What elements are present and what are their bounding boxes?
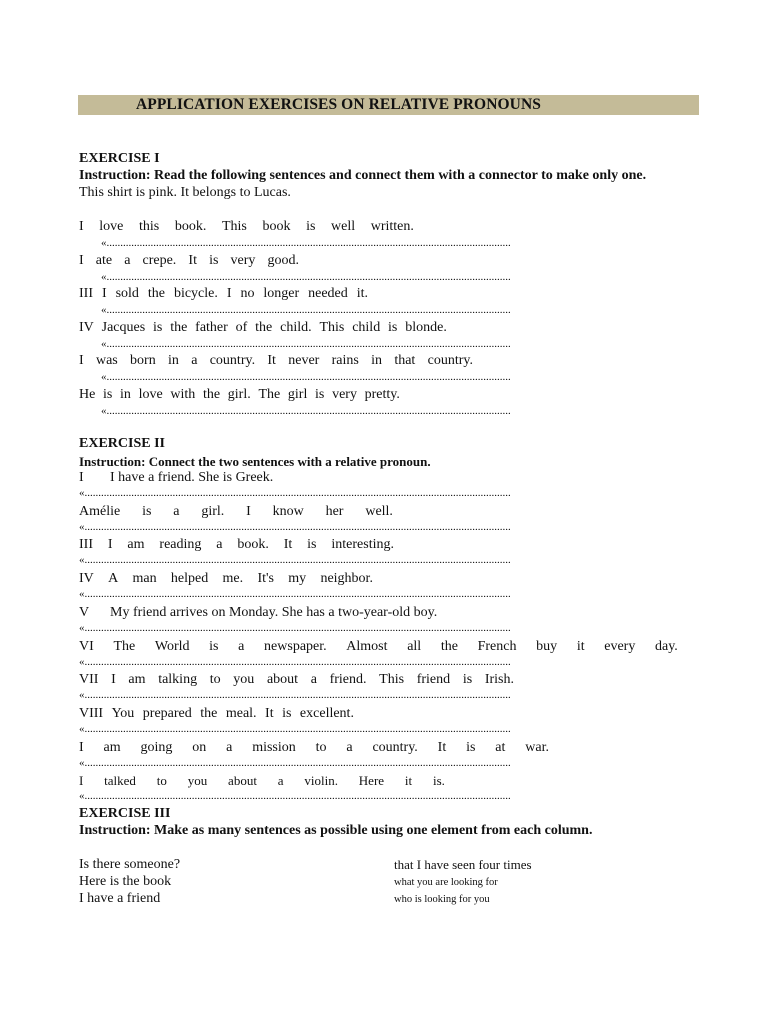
word: it [404, 773, 413, 789]
ex2-answer-line-8[interactable]: «........................................................................................................................................................... [79, 756, 511, 769]
word: all [407, 638, 422, 654]
word: It [267, 353, 276, 369]
ex2-answer-line-0[interactable]: «........................................................................................................................................................... [79, 487, 511, 499]
word: good. [267, 252, 299, 268]
word: a [277, 773, 284, 789]
item-number: V [79, 604, 90, 620]
word: the [203, 387, 221, 402]
word: book. [174, 219, 207, 234]
word: mission [252, 739, 296, 755]
word: neighbor. [320, 571, 373, 587]
word: father [195, 319, 228, 335]
ex2-answer-line-9[interactable]: «........................................................................................................................................................... [79, 790, 511, 803]
word: I [111, 672, 116, 688]
word: a [216, 537, 223, 553]
ex2-sentence-0 [79, 469, 273, 486]
word: am [127, 537, 145, 553]
word: is [306, 219, 316, 234]
word: child [352, 319, 381, 335]
word: book. [237, 537, 269, 553]
word: going [140, 739, 173, 755]
ex2-answer-line-4[interactable]: «........................................................................................................................................................... [79, 621, 511, 634]
word: VIII [79, 705, 104, 721]
word: rains [331, 353, 359, 369]
word: a [346, 739, 353, 755]
word: interesting. [331, 537, 394, 553]
word: a [238, 638, 245, 654]
ex1-answer-line-2[interactable]: «................................................................................................................................................... [101, 304, 511, 317]
item-number: I [79, 470, 84, 485]
word: pretty. [364, 387, 400, 402]
ex3-right-1: what you are looking for [394, 877, 498, 888]
word: is [466, 739, 476, 755]
word: love [99, 219, 124, 234]
word: is [388, 319, 398, 335]
word: with [170, 387, 196, 402]
word: talking [158, 672, 198, 688]
word: Almost [346, 638, 388, 654]
ex1-heading: EXERCISE I [79, 151, 160, 166]
word: know [272, 503, 304, 519]
ex2-sentence-6 [79, 671, 514, 688]
word: a [173, 503, 180, 519]
word: war. [525, 739, 549, 755]
word: You [111, 705, 135, 721]
ex3-left-0: Is there someone? [79, 857, 181, 872]
word: This [221, 219, 247, 234]
word: girl. [227, 387, 251, 402]
ex3-heading: EXERCISE III [79, 806, 171, 821]
word: born [130, 353, 156, 369]
word: in [120, 387, 131, 402]
word: the [440, 638, 458, 654]
word: It [283, 537, 293, 553]
ex3-right-2: who is looking for you [394, 894, 490, 905]
word: reading [159, 537, 202, 553]
word: on [192, 739, 207, 755]
item-text: I have a friend. She is Greek. [110, 470, 274, 485]
word: IV [79, 319, 94, 335]
word: to [315, 739, 327, 755]
word: meal. [225, 705, 257, 721]
ex3-instruction: Instruction: Make as many sentences as possible using one element from each column. [79, 823, 593, 838]
word: about [266, 672, 299, 688]
word: is [209, 252, 219, 268]
page-title: APPLICATION EXERCISES ON RELATIVE PRONOUNS [136, 96, 541, 113]
word: country. [372, 739, 418, 755]
word: is [315, 387, 325, 402]
word: the [255, 319, 273, 335]
ex2-sentence-7 [79, 705, 354, 722]
word: is [209, 638, 219, 654]
word: written. [370, 219, 414, 234]
ex2-sentence-4 [79, 604, 437, 621]
word: III [79, 286, 93, 302]
word: well [331, 219, 356, 234]
word: World [154, 638, 190, 654]
word: I [101, 286, 107, 302]
word: I [79, 739, 84, 755]
word: VI [79, 638, 94, 654]
word: He [79, 387, 96, 402]
word: in [371, 353, 383, 369]
word: is [307, 537, 317, 553]
word: is [462, 672, 473, 688]
word: helped [170, 571, 209, 587]
ex1-answer-line-1[interactable]: «................................................................................................................................................... [101, 270, 511, 283]
word: I [246, 503, 251, 519]
ex3-left-2: I have a friend [79, 891, 161, 906]
word: needed [308, 286, 348, 302]
ex2-answer-line-1[interactable]: «........................................................................................................................................................... [79, 520, 511, 533]
word: you [187, 773, 208, 789]
word: Irish. [484, 672, 514, 688]
ex2-heading: EXERCISE II [79, 436, 165, 451]
word: This [319, 319, 345, 335]
word: talked [104, 773, 136, 789]
word: the [170, 319, 188, 335]
word: bicycle. [173, 286, 218, 302]
ex2-sentence-1 [79, 503, 393, 520]
ex1-sentence-3 [79, 319, 447, 336]
word: III [79, 537, 93, 553]
word: in [168, 353, 179, 369]
ex1-example: This shirt is pink. It belongs to Lucas. [79, 185, 291, 200]
word: to [209, 672, 221, 688]
word: I [79, 219, 84, 234]
ex2-sentence-8 [79, 739, 549, 756]
ex1-sentence-4 [79, 352, 473, 369]
word: sold [115, 286, 139, 302]
word: longer [263, 286, 300, 302]
ex2-answer-line-6[interactable]: «........................................................................................................................................................... [79, 689, 511, 702]
word: Amélie [79, 503, 121, 519]
word: her [325, 503, 344, 519]
word: book [262, 219, 291, 234]
word: girl [287, 387, 308, 402]
word: of [235, 319, 248, 335]
word: VII [79, 672, 99, 688]
word: a [124, 252, 131, 268]
ex2-sentence-2 [79, 536, 394, 553]
ex1-sentence-0 [79, 218, 414, 235]
ex1-answer-line-4[interactable]: «................................................................................................................................................... [101, 371, 511, 384]
word: no [240, 286, 255, 302]
word: Here [358, 773, 385, 789]
ex1-sentence-5 [79, 386, 400, 403]
word: I [79, 773, 84, 789]
word: friend [416, 672, 451, 688]
ex1-sentence-2 [79, 285, 368, 302]
word: crepe. [142, 252, 177, 268]
ex2-answer-line-3[interactable]: «........................................................................................................................................................... [79, 588, 511, 601]
word: It [265, 705, 274, 721]
word: at [495, 739, 506, 755]
word: friend. [329, 672, 367, 688]
word: very [332, 387, 357, 402]
word: it [576, 638, 585, 654]
word: girl. [201, 503, 225, 519]
word: IV [79, 571, 94, 587]
ex1-answer-line-0[interactable]: «................................................................................................................................................... [101, 237, 511, 249]
word: I [107, 537, 113, 553]
ex3-left-1: Here is the book [79, 874, 172, 889]
word: well. [365, 503, 393, 519]
word: ate [95, 252, 113, 268]
word: was [95, 353, 118, 369]
word: a [191, 353, 198, 369]
ex2-answer-line-5[interactable]: «........................................................................................................................................................... [79, 655, 511, 668]
word: blonde. [405, 319, 447, 335]
word: the [200, 705, 218, 721]
word: me. [222, 571, 244, 587]
word: man [132, 571, 157, 587]
word: prepared [142, 705, 192, 721]
word: is [153, 319, 163, 335]
ex2-sentence-5 [79, 638, 678, 655]
ex1-instruction: Instruction: Read the following sentences and connect them with a connector to make only one. [79, 168, 647, 183]
word: is [282, 705, 292, 721]
word: child. [280, 319, 312, 335]
word: I [79, 252, 84, 268]
word: never [288, 353, 320, 369]
word: It's [257, 571, 274, 587]
word: my [288, 571, 307, 587]
word: violin. [304, 773, 338, 789]
word: French [477, 638, 517, 654]
word: country. [209, 353, 256, 369]
ex2-answer-line-2[interactable]: «........................................................................................................................................................... [79, 554, 511, 567]
word: newspaper. [264, 638, 327, 654]
ex2-sentence-9 [79, 772, 445, 789]
word: every [604, 638, 636, 654]
word: am [103, 739, 121, 755]
ex1-answer-line-5[interactable]: «................................................................................................................................................... [101, 405, 511, 417]
word: It [188, 252, 197, 268]
word: I [226, 286, 232, 302]
word: a [226, 739, 233, 755]
word: you [233, 672, 255, 688]
word: The [258, 387, 281, 402]
word: is. [432, 773, 445, 789]
ex1-sentence-1 [79, 252, 299, 269]
ex1-answer-line-3[interactable]: «................................................................................................................................................... [101, 337, 511, 350]
word: very [230, 252, 256, 268]
word: A [108, 571, 119, 587]
word: love [138, 387, 163, 402]
word: this [139, 219, 160, 234]
ex2-sentence-3 [79, 570, 373, 587]
ex2-instruction: Instruction: Connect the two sentences with a relative pronoun. [79, 454, 431, 469]
word: I [79, 353, 84, 369]
word: Jacques [101, 319, 146, 335]
item-text: My friend arrives on Monday. She has a two-year-old boy. [110, 604, 438, 620]
word: This [379, 672, 405, 688]
ex3-right-0: that I have seen four times [394, 857, 532, 872]
word: country. [427, 353, 473, 369]
word: is [142, 503, 152, 519]
word: the [147, 286, 165, 302]
word: excellent. [299, 705, 354, 721]
word: it. [356, 286, 368, 302]
word: day. [655, 638, 678, 654]
word: that [394, 353, 416, 369]
word: is [103, 387, 113, 402]
word: buy [536, 638, 558, 654]
word: am [128, 672, 146, 688]
word: about [228, 773, 257, 789]
word: It [437, 739, 447, 755]
word: to [156, 773, 167, 789]
ex2-answer-line-7[interactable]: «........................................................................................................................................................... [79, 722, 511, 735]
word: The [113, 638, 136, 654]
word: a [310, 672, 317, 688]
